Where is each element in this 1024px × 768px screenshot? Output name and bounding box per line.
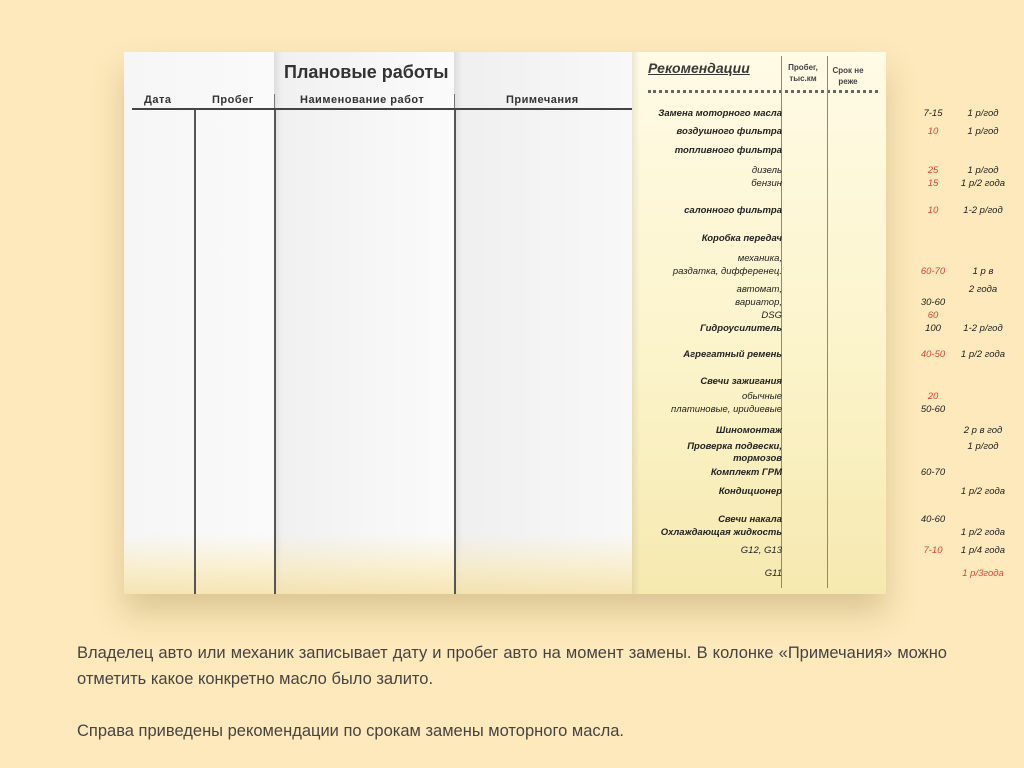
row-term: 2 года bbox=[968, 284, 998, 295]
row-label: топливного фильтра bbox=[674, 145, 782, 156]
panel-3 bbox=[454, 52, 632, 594]
row-term: 1 р в bbox=[972, 266, 994, 277]
row-km: 20 bbox=[927, 391, 939, 402]
row-km: 60-70 bbox=[920, 266, 946, 277]
header-divider bbox=[454, 94, 455, 108]
row-label: Свечи зажигания bbox=[700, 376, 782, 387]
caption-paragraph-2: Справа приведены рекомендации по срокам замены моторного масла. bbox=[77, 722, 625, 740]
term-column-header: Срок не реже bbox=[832, 66, 864, 86]
row-term: 1 р/2 года bbox=[960, 349, 1006, 360]
row-km: 15 bbox=[927, 178, 939, 189]
row-term: 1 р/год bbox=[967, 165, 999, 176]
col-header-notes: Примечания bbox=[506, 94, 579, 106]
column-divider bbox=[454, 110, 456, 594]
column-divider bbox=[274, 110, 276, 594]
row-label: Шиномонтаж bbox=[716, 425, 782, 436]
row-label: тормозов bbox=[733, 453, 782, 464]
panel-2 bbox=[274, 52, 454, 594]
row-km: 30-60 bbox=[920, 297, 946, 308]
header-divider bbox=[274, 94, 275, 108]
row-term: 1 р/2 года bbox=[960, 178, 1006, 189]
caption-paragraph-1: Владелец авто или механик записывает дату и пробег авто на момент замены. В колонке «Примечания» можно отметить какое конкретно масло было залито. bbox=[77, 644, 947, 688]
row-label: дизель bbox=[751, 165, 782, 176]
recommendations-title: Рекомендации bbox=[648, 60, 750, 76]
row-km: 25 bbox=[927, 165, 939, 176]
row-label: бензин bbox=[751, 178, 782, 189]
col-header-work: Наименование работ bbox=[300, 94, 425, 106]
row-km: 40-60 bbox=[920, 514, 946, 525]
col-header-date: Дата bbox=[144, 94, 172, 106]
fold-shadow bbox=[632, 52, 640, 594]
row-term: 1-2 р/год bbox=[963, 205, 1003, 216]
row-km: 50-60 bbox=[920, 404, 946, 415]
row-term: 1 р/4 года bbox=[960, 545, 1006, 556]
row-term: 1-2 р/год bbox=[963, 323, 1003, 334]
row-term: 1 р/3года bbox=[962, 568, 1004, 579]
row-label: G12, G13 bbox=[740, 545, 782, 556]
row-label: Кондиционер bbox=[718, 486, 782, 497]
row-km: 40-50 bbox=[920, 349, 946, 360]
row-term: 1 р/год bbox=[967, 108, 999, 119]
row-label: обычные bbox=[741, 391, 782, 402]
brochure bbox=[124, 52, 1006, 594]
row-label: Коробка передач bbox=[701, 233, 782, 244]
row-term: 1 р/год bbox=[967, 126, 999, 137]
row-km: 100 bbox=[925, 323, 941, 334]
row-term: 1 р/2 года bbox=[960, 486, 1006, 497]
row-km: 7-15 bbox=[923, 108, 943, 119]
row-term: 2 р в год bbox=[963, 425, 1003, 436]
row-km: 60 bbox=[927, 310, 939, 321]
row-km: 10 bbox=[927, 205, 939, 216]
km-column-header: Пробег, тыс.км bbox=[788, 63, 818, 83]
row-label: механика, bbox=[737, 253, 782, 264]
row-label: Проверка подвески, bbox=[687, 441, 782, 452]
row-label: Свечи накала bbox=[718, 514, 782, 525]
row-label: Комплект ГРМ bbox=[710, 467, 782, 478]
row-term: 1 р/год bbox=[967, 441, 999, 452]
row-label: G11 bbox=[764, 568, 782, 579]
panel-1 bbox=[124, 52, 274, 594]
row-label: Гидроусилитель bbox=[700, 323, 782, 334]
row-label: воздушного фильтра bbox=[676, 126, 782, 137]
row-km: 60-70 bbox=[920, 467, 946, 478]
header-rule bbox=[132, 108, 632, 110]
row-label: DSG bbox=[761, 310, 782, 321]
row-km: 10 bbox=[927, 126, 939, 137]
row-km: 7-10 bbox=[923, 545, 943, 556]
row-label: автомат, bbox=[736, 284, 782, 295]
row-term: 1 р/2 года bbox=[960, 527, 1006, 538]
row-label: Охлаждающая жидкость bbox=[660, 527, 782, 538]
column-divider bbox=[827, 56, 828, 588]
row-label: раздатка, дифференец. bbox=[672, 266, 782, 277]
row-label: Агрегатный ремень bbox=[683, 349, 782, 360]
oil-splash-decoration bbox=[124, 534, 632, 594]
col-header-mileage: Пробег bbox=[212, 94, 254, 106]
column-divider bbox=[194, 110, 196, 594]
worklog-title: Плановые работы bbox=[284, 62, 449, 82]
row-label: салонного фильтра bbox=[684, 205, 782, 216]
row-label: платиновые, иридиевые bbox=[671, 404, 782, 415]
row-label: Замена моторного масла bbox=[658, 108, 782, 119]
dotted-divider bbox=[648, 90, 878, 93]
row-label: вариатор, bbox=[735, 297, 782, 308]
